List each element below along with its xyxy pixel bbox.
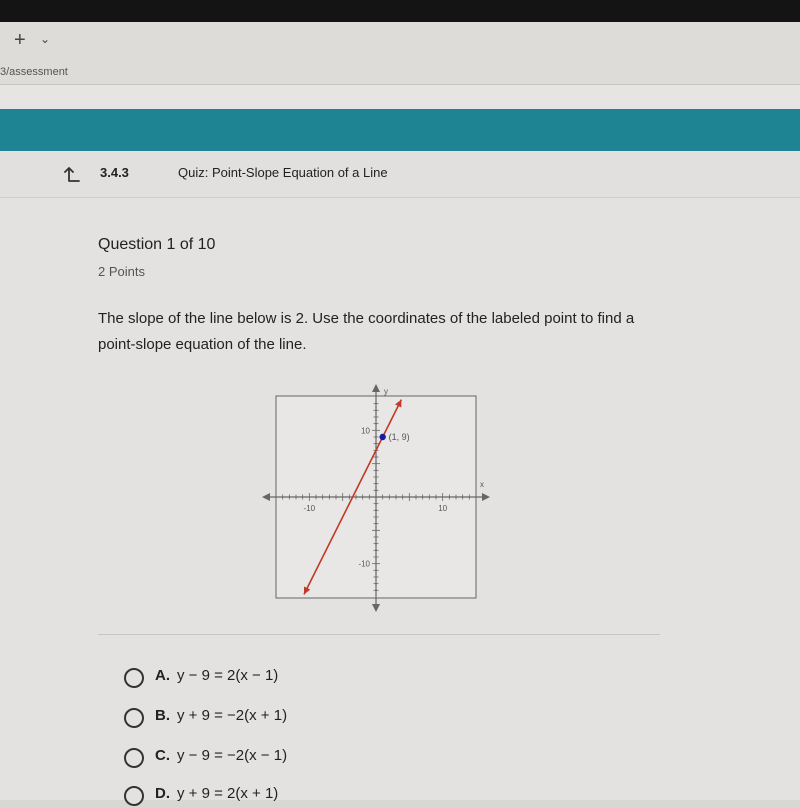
x-axis-label: x xyxy=(480,480,484,489)
page-top-band xyxy=(0,85,800,109)
choice-letter: D. xyxy=(155,785,170,802)
new-tab-button[interactable]: + xyxy=(14,29,26,51)
y-tick-label-neg: -10 xyxy=(358,559,370,569)
tab-menu-chevron-icon[interactable]: ⌄ xyxy=(40,32,51,46)
y-axis-top-arrow xyxy=(372,384,380,392)
radio-button[interactable] xyxy=(124,786,144,806)
back-arrow-icon[interactable] xyxy=(64,165,82,183)
divider xyxy=(98,634,660,635)
choice-letter: C. xyxy=(155,747,170,764)
choice-equation: y + 9 = 2(x + 1) xyxy=(177,785,279,802)
y-tick-label-pos: 10 xyxy=(361,426,370,436)
coordinate-graph xyxy=(262,384,490,612)
radio-button[interactable] xyxy=(124,748,144,768)
x-axis-left-arrow xyxy=(262,493,270,501)
choice-equation: y − 9 = 2(x − 1) xyxy=(177,667,279,684)
point-label: (1, 9) xyxy=(388,432,410,442)
question-title: Question 1 of 10 xyxy=(98,236,216,253)
radio-button[interactable] xyxy=(124,668,144,688)
quiz-number: 3.4.3 xyxy=(100,165,129,180)
question-points: 2 Points xyxy=(98,264,145,279)
question-prompt: The slope of the line below is 2. Use the coordinates of the labeled point to find a point-slope equation of the line. xyxy=(98,310,635,353)
choice-letter: A. xyxy=(155,667,170,684)
y-axis-label: y xyxy=(384,387,388,396)
browser-tab-row xyxy=(0,22,800,61)
x-tick-label-pos: 10 xyxy=(438,504,448,513)
radio-button[interactable] xyxy=(124,708,144,728)
top-bezel xyxy=(0,0,800,22)
site-header-bar xyxy=(0,109,800,151)
choice-equation: y − 9 = −2(x − 1) xyxy=(177,747,288,764)
choice-equation: y + 9 = −2(x + 1) xyxy=(177,707,288,724)
x-tick-label-neg: -10 xyxy=(303,504,316,513)
x-axis-right-arrow xyxy=(482,493,490,501)
quiz-title: Quiz: Point-Slope Equation of a Line xyxy=(178,165,388,180)
choice-letter: B. xyxy=(155,707,170,724)
url-text[interactable]: 3/assessment xyxy=(0,66,68,78)
address-bar[interactable] xyxy=(0,60,800,85)
labeled-point xyxy=(379,434,385,440)
y-axis-bottom-arrow xyxy=(372,604,380,612)
